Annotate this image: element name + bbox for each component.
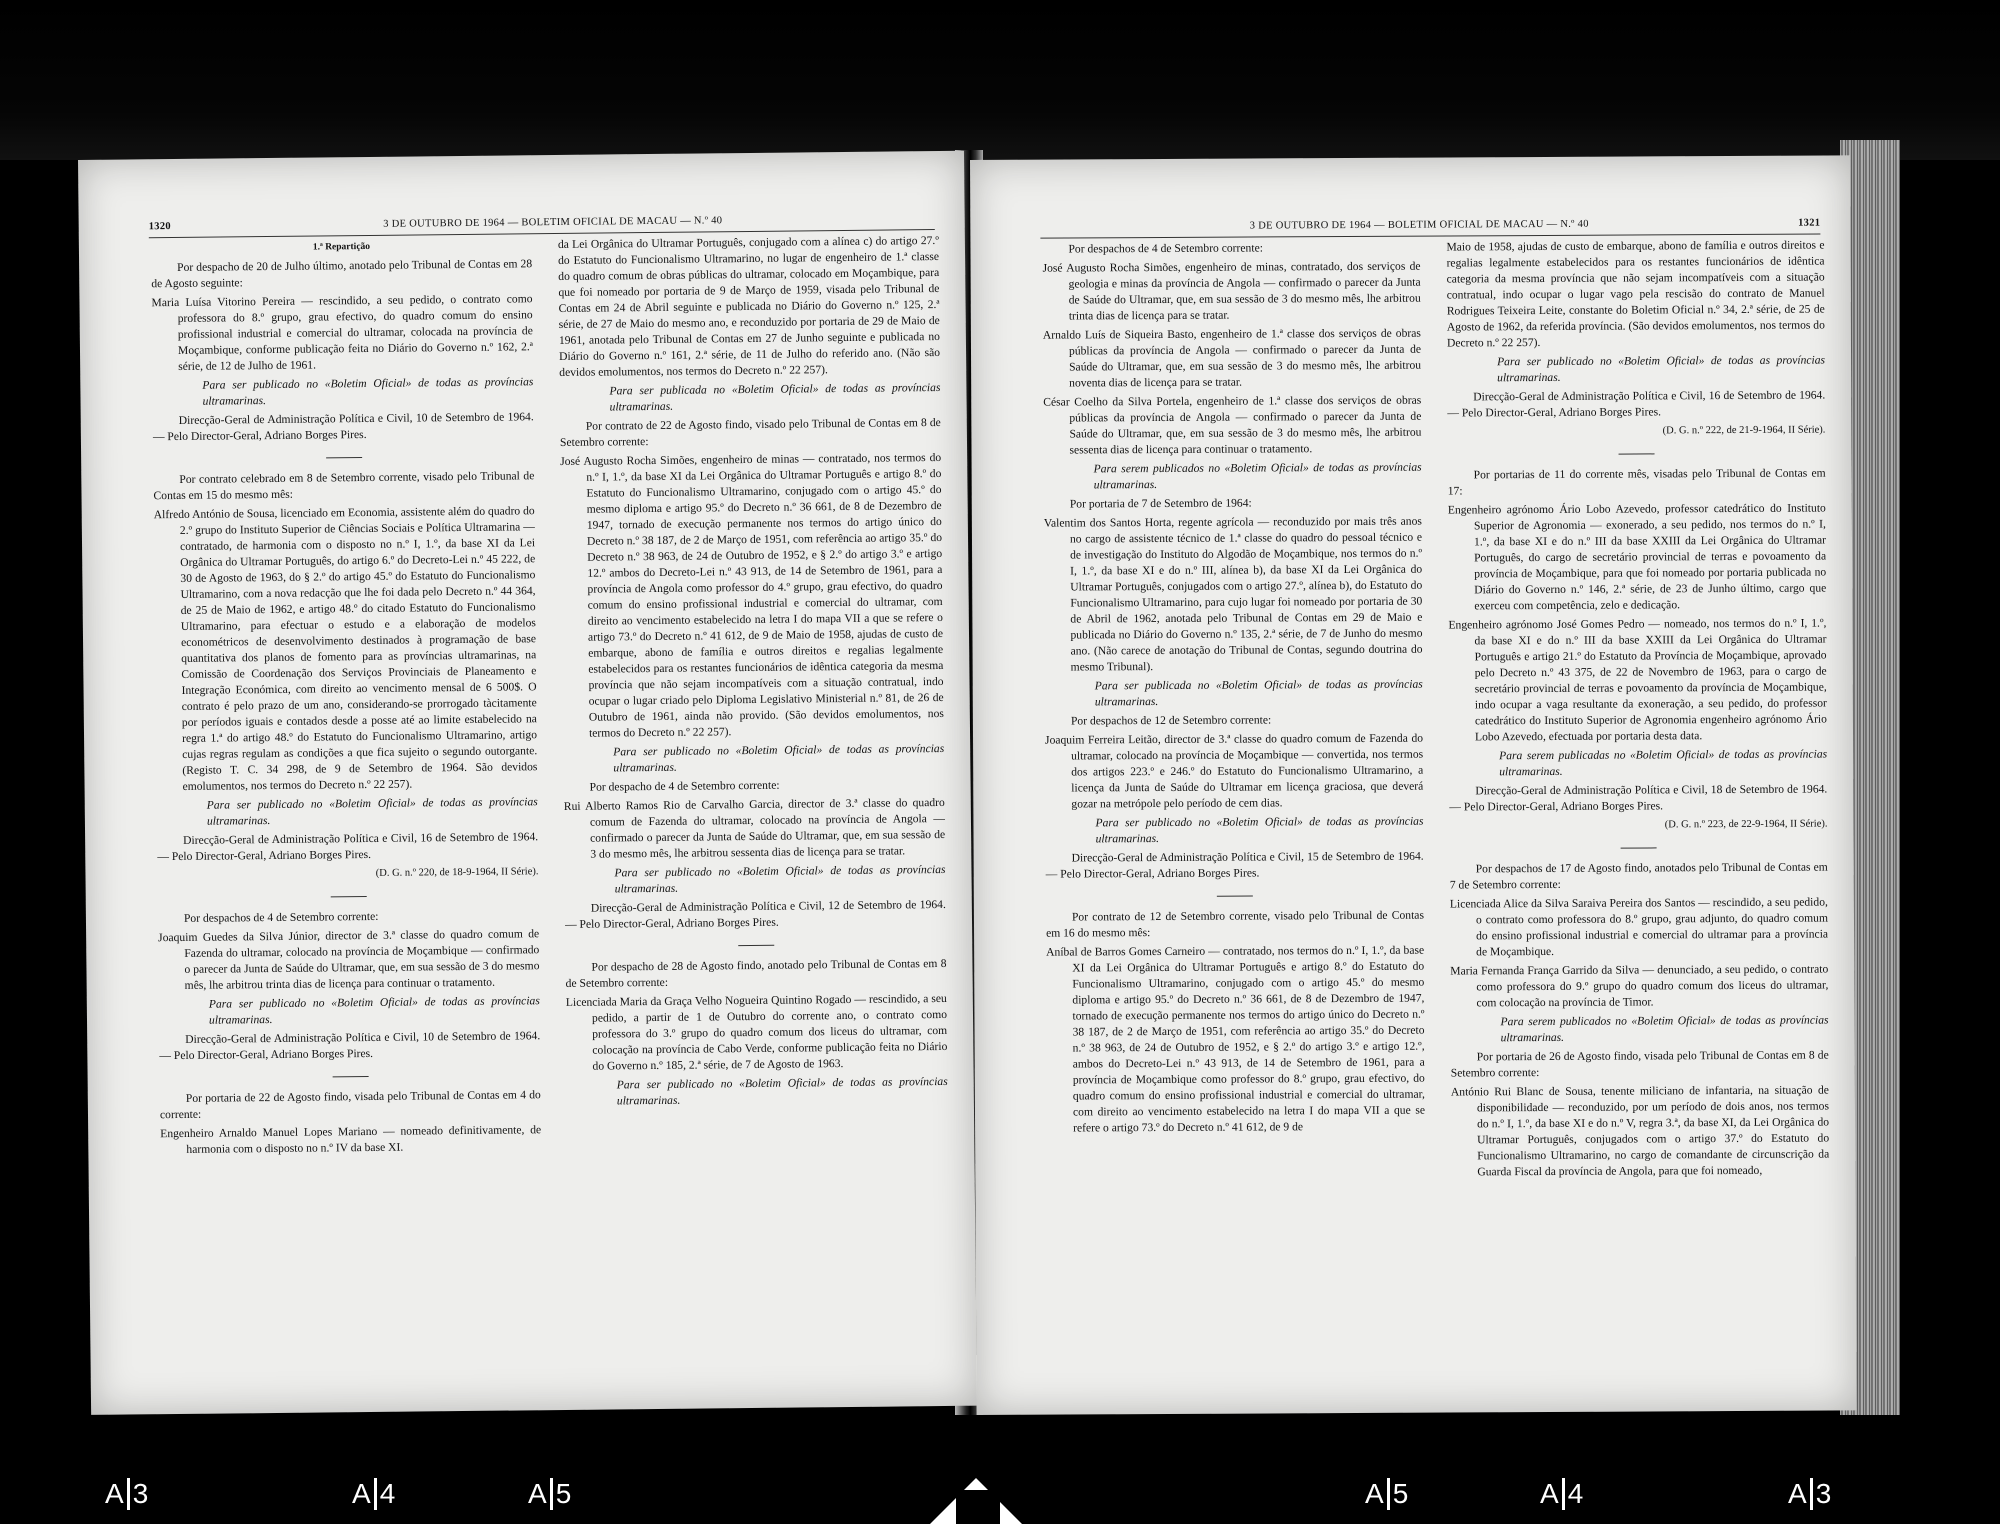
- publication-note: Para ser publicado no «Boletim Oficial» de todas as províncias ultramarinas.: [1095, 814, 1424, 846]
- section-separator: [738, 945, 774, 946]
- center-arrow-notch: [956, 1490, 1000, 1524]
- publication-note: Para ser publicado no «Boletim Oficial» de todas as províncias ultramarinas.: [206, 795, 538, 828]
- dispatch-entry: Engenheiro agrónomo Ário Lobo Azevedo, professor catedrático do Instituto Superior de Agronomia — exonerado, a seu pedido, nos termos do n.º I, 1.º, da base XI e do n.º III da base XXIII da Lei Orgânica do Ultramar Português, do cargo de secretário provincial de terras e povoamento da província de Moçambique, para que foi nomeado por portaria publicada no Diário do Governo n.º 146, 2.ª série, de 23 de Junho último, cargo que exerceu com competência, zelo e dedicação.: [1447, 501, 1827, 613]
- dispatch-intro: Por despacho de 20 de Julho último, anotado pelo Tribunal de Contas em 28 de Agosto seguinte:: [151, 257, 533, 291]
- directorate-signature: Direcção-Geral de Administração Política e Civil, 10 de Setembro de 1964. — Pelo Director-Geral, Adriano Borges Pires.: [159, 1029, 541, 1063]
- right-page-number: 1321: [1798, 217, 1821, 229]
- left-column-1: [151, 237, 542, 1161]
- section-heading: 1.ª Repartição: [312, 241, 371, 253]
- publication-note: Para serem publicados no «Boletim Oficial» de todas as províncias ultramarinas.: [1093, 460, 1422, 492]
- dispatch-entry: António Rui Blanc de Sousa, tenente miliciano de infantaria, na situação de disponibilidade — reconduzido, por um período de dois anos, nos termos do n.º I, 1.º, da base XI e do n.º V, regra 3.ª, da base XI, da Lei Orgânica do Ultramar Português, conjugados com o artigo 37.º do Estatuto do Funcionalismo Ultramarino, no cargo de comandante de circunscrição da Guarda Fiscal da província de Angola, para que foi nomeado,: [1450, 1083, 1830, 1179]
- scan-background-top: [0, 0, 2000, 160]
- section-separator: [1619, 453, 1655, 454]
- dispatch-entry: Engenheiro Arnaldo Manuel Lopes Mariano — nomeado definitivamente, de harmonia com o disposto no n.º IV da base XI.: [160, 1123, 542, 1156]
- directorate-signature: Direcção-Geral de Administração Política e Civil, 16 de Setembro de 1964. — Pelo Director-Geral, Adriano Borges Pires.: [157, 830, 539, 864]
- publication-note: Para ser publicado no «Boletim Oficial» de todas as províncias ultramarinas.: [616, 1074, 948, 1108]
- directorate-signature: Direcção-Geral de Administração Política e Civil, 15 de Setembro de 1964. — Pelo Director-Geral, Adriano Borges Pires.: [1045, 849, 1424, 881]
- dispatch-intro: Por despachos de 17 de Agosto findo, anotados pelo Tribunal de Contas em 7 de Setembro corrente:: [1449, 860, 1828, 892]
- directorate-signature: Direcção-Geral de Administração Política e Civil, 18 de Setembro de 1964. — Pelo Director-Geral, Adriano Borges Pires.: [1449, 782, 1828, 814]
- section-separator: [326, 457, 362, 458]
- dispatch-intro: Por contrato de 12 de Setembro corrente, visado pelo Tribunal de Contas em 16 do mesmo mês:: [1046, 908, 1424, 940]
- dispatch-entry: Maria Fernanda França Garrido da Silva — denunciado, a seu pedido, o contrato como professora do 9.º grupo do quadro comum dos liceus do ultramar, com colocação na província de Timor.: [1450, 962, 1829, 1010]
- publication-note: Para ser publicado no «Boletim Oficial» de todas as províncias ultramarinas.: [614, 862, 946, 896]
- dispatch-entry: Joaquim Guedes da Silva Júnior, director de 3.ª classe do quadro comum de Fazenda do ultramar, colocado na província de Moçambique — confirmado o parecer da Junta de Saúde do Ultramar, que, em sua sessão de 3 do mesmo mês, lhe arbitrou trinta dias de licença para continuar o tratamento.: [158, 927, 540, 992]
- dispatch-entry: José Augusto Rocha Simões, engenheiro de minas — contratado, nos termos do n.º I, 1.º, da base XI da Lei Orgânica do Ultramar Português e artigo 8.º do Estatuto do Funcionalismo Ultramarino, conjugado com o artigo 45.º do mesmo diploma e artigo 95.º do Decreto n.º 36 661, de 8 de Dezembro de 1947, tornado de execução permanente nos termos do artigo único do Decreto n.º 38 187, de 2 de Março de 1951, com referência ao artigo 35.º do Decreto n.º 38 963, de 24 de Outubro de 1952, e § 2.º do artigo 3.º e artigo 12.º ambos do Decreto-Lei n.º 43 913, de 14 de Setembro de 1961, para a província de Angola como professor do 4.º grupo, grau efectivo, do quadro comum do ensino profissional industrial e comercial do ultramar, com direito ao vencimento estabelecido na letra I do mapa VII a que se refere o artigo 73.º do Decreto n.º 41 612, de 9 de Maio de 1958, ajudas de custo de embarque, abono de família e outros direitos e regalias legalmente estabelecidos para os restantes funcionários de idêntica categoria da mesma província que não sejam incompatíveis com a situação contratual, indo ocupar o lugar criado pelo Diploma Legislativo Ministerial n.º 81, de 26 de Outubro de 1961, ainda não provido. (São devidos emolumentos, nos termos do Decreto n.º 22 257).: [560, 450, 944, 740]
- section-separator: [1621, 847, 1657, 848]
- film-mark: A 3: [105, 1478, 149, 1509]
- dispatch-entry: Alfredo António de Sousa, licenciado em Economia, assistente além do quadro do 2.º grupo do Instituto Superior de Ciências Sociais e Política Ultramarina — contratado, de harmonia com o disposto no n.º I, 1.º, da base XI da Lei Orgânica do Ultramar Português, do artigo 6.º do Decreto-Lei n.º 45 222, de 30 de Agosto de 1963, do § 2.º do artigo 45.º do Estatuto do Funcionalismo Ultramarino, com a nova redacção que lhe foi dada pelo Decreto n.º 44 364, de 25 de Maio de 1962, e artigo 48.º do citado Estatuto do Funcionalismo Ultramarino, para efectuar o estudo e a elaboração de modelos econométricos de desenvolvimento destinados à programação de base quantitativa dos planos de fomento para as províncias ultramarinas, na Comissão de Coordenação dos Serviços Provinciais de Planeamento e Integração Económica, com direito ao vencimento mensal de 6 500$. O contrato é pelo prazo de um ano, considerando-se prorrogado tàcitamente por períodos iguais e contados desde a posse até ao limite estabelecido na regra 1.ª do artigo 48.º do Estatuto do Funcionalismo Ultramarino, artigo cujas regras regulam as condições a que fica sujeito o segundo outorgante. (Registo T. C. 34 298, de 9 de Setembro de 1964. São devidos emolumentos, nos termos do Decreto n.º 22 257).: [153, 504, 538, 793]
- dispatch-intro: Por portaria de 22 de Agosto findo, visada pelo Tribunal de Contas em 4 do corrente:: [159, 1088, 541, 1122]
- continued-text: da Lei Orgânica do Ultramar Português, conjugado com a alínea c) do artigo 27.º do Estatuto do Funcionalismo Ultramarino, no lugar de engenheiro de 1.ª classe do quadro comum de obras públicas do ultramar, colocado em Moçambique, para que foi nomeado por portaria de 9 de Março de 1959, visada pelo Tribunal de Contas em 24 de Abril seguinte e publicada no Diário do Governo n.º 125, 2.ª série, de 27 de Maio do mesmo ano, e reconduzido por portaria de 29 de Maio de 1961, anotada pelo Tribunal de Contas em 27 de Junho seguinte e publicada no Diário do Governo n.º 161, 2.ª série, de 11 de Julho do referido ano. (Não são devidos emolumentos, nos termos do Decreto n.º 22 257).: [557, 233, 941, 379]
- publication-note: Para serem publicadas no «Boletim Oficial» de todas as províncias ultramarinas.: [1499, 747, 1828, 779]
- dispatch-intro: Por portaria de 7 de Setembro de 1964:: [1069, 496, 1252, 511]
- dispatch-intro: Por despachos de 4 de Setembro corrente:: [1068, 241, 1263, 256]
- dispatch-intro: Por contrato celebrado em 8 de Setembro corrente, visado pelo Tribunal de Contas em 15 do mesmo mês:: [153, 469, 535, 503]
- left-header-title: 3 DE OUTUBRO DE 1964 — BOLETIM OFICIAL DE MACAU — N.º 40: [383, 215, 723, 230]
- directorate-signature: Direcção-Geral de Administração Política e Civil, 16 de Setembro de 1964. — Pelo Director-Geral, Adriano Borges Pires.: [1447, 388, 1826, 420]
- dispatch-entry: Aníbal de Barros Gomes Carneiro — contratado, nos termos do n.º I, 1.º, da base XI da Lei Orgânica do Ultramar Português e artigo 8.º do Estatuto do Funcionalismo Ultramarino, conjugado com o artigo 45.º do mesmo diploma e artigo 95.º do Decreto n.º 36 661, de 8 de Dezembro de 1947, tornado de execução permanente nos termos do artigo único do Decreto n.º 38 187, de 2 de Março de 1951, com referência ao artigo 35.º do Decreto n.º 38 963, de 24 de Outubro de 1952, e § 2.º do artigo 3.º e artigo 12.º, ambos do Decreto-Lei n.º 43 913, de 14 de Setembro de 1961, para a província de Moçambique como professor do 8.º grupo, grau efectivo, do quadro comum do ensino profissional industrial e comercial do ultramar, com direito ao vencimento estabelecido na letra I do mapa VII a que se refere o artigo 73.º do Decreto n.º 41 612, de 9 de: [1046, 943, 1426, 1135]
- film-mark: A 3: [1788, 1478, 1832, 1509]
- dispatch-entry: Licenciada Maria da Graça Velho Nogueira Quintino Rogado — rescindido, a seu pedido, a partir de 1 de Outubro do corrente ano, o contrato como professora do 3.º grupo do quadro comum dos liceus do ultramar, com colocação na província de Cabo Verde, conforme publicação feita no Diário do Governo n.º 185, 2.ª série, de 7 de Agosto de 1963.: [565, 991, 948, 1073]
- dispatch-intro: Por portarias de 11 do corrente mês, visadas pelo Tribunal de Contas em 17:: [1447, 466, 1826, 498]
- dispatch-entry: Joaquim Ferreira Leitão, director de 3.ª classe do quadro comum de Fazenda do ultramar, colocado na província de Moçambique — convertida, nos termos dos artigos 223.º e 246.º do Estatuto do Funcionalismo Ultramarino, a licença da Junta de Saúde do Ultramar em licença graciosa, que deverá gozar na metrópole pelo período de cem dias.: [1045, 731, 1424, 811]
- dispatch-intro: Por contrato de 22 de Agosto findo, visado pelo Tribunal de Contas em 8 de Setembro corrente:: [559, 415, 941, 449]
- publication-note: Para ser publicado no «Boletim Oficial» de todas as províncias ultramarinas.: [1497, 353, 1826, 385]
- publication-note: Para serem publicados no «Boletim Oficial» de todas as províncias ultramarinas.: [1500, 1013, 1829, 1045]
- dispatch-entry: Licenciada Alice da Silva Saraiva Pereira dos Santos — rescindido, a seu pedido, o contrato como professora do 8.º grupo, grau adjunto, do quadro comum do ensino profissional industrial e comercial do ultramar para a província de Moçambique.: [1449, 895, 1829, 959]
- right-header-title: 3 DE OUTUBRO DE 1964 — BOLETIM OFICIAL DE MACAU — N.º 40: [1249, 218, 1589, 232]
- publication-note: Para ser publicada no «Boletim Oficial» de todas as províncias ultramarinas.: [609, 380, 941, 414]
- dispatch-intro: Por despacho de 4 de Setembro corrente:: [589, 778, 780, 794]
- film-mark: A 4: [1540, 1478, 1584, 1509]
- right-page-header: [1040, 218, 1820, 233]
- publication-note: Para ser publicado no «Boletim Oficial» de todas as províncias ultramarinas.: [202, 375, 534, 408]
- continued-text: Maio de 1958, ajudas de custo de embarque, abono de família e outros direitos e regalias legalmente estabelecidos para os restantes funcionários de idêntica categoria da mesma província que não sejam incompatíveis com a situação contratual, indo ocupar o lugar vago pela rescisão do contrato de Manuel Rodrigues Teixeira Leite, constante do Boletim Oficial n.º 34, 2.ª série, de 25 de Agosto de 1962, da referida província. (São devidos emolumentos, nos termos do Decreto n.º 22 257).: [1446, 238, 1825, 350]
- dispatch-intro: Por despachos de 12 de Setembro corrente:: [1070, 713, 1272, 728]
- dispatch-intro: Por portaria de 26 de Agosto findo, visada pelo Tribunal de Contas em 8 de Setembro corrente:: [1450, 1048, 1829, 1080]
- right-page: [970, 155, 1857, 1415]
- dispatch-intro: Por despacho de 28 de Agosto findo, anotado pelo Tribunal de Contas em 8 de Setembro corrente:: [565, 956, 947, 990]
- gazette-reference: (D. G. n.º 222, de 21-9-1964, II Série).: [1662, 424, 1826, 437]
- dispatch-entry: José Augusto Rocha Simões, engenheiro de minas, contratado, dos serviços de geologia e minas da província de Angola — confirmado o parecer da Junta de Saúde do Ultramar, que, em sua sessão de 3 do mesmo mês, lhe arbitrou trinta dias de licença para se tratar.: [1042, 259, 1421, 323]
- dispatch-entry: Valentim dos Santos Horta, regente agrícola — reconduzido por mais três anos no cargo de assistente técnico de 1.ª classe do quadro do pessoal técnico e de investigação do Instituto do Algodão de Moçambique, nos termos do n.º I, 1.º, da base XI e do n.º III, alínea b), da base XI da Lei Orgânica do Ultramar Português, conjugados com o artigo 27.º, alínea b), do Estatuto do Funcionalismo Ultramarino, para cujo lugar foi nomeado por portaria de 30 de Abril de 1962, anotada pelo Tribunal de Contas em 29 de Maio e publicada no Diário do Governo n.º 135, 2.ª série, de 7 de Junho do mesmo ano. (Não carece de anotação do Tribunal de Contas, segundo doutrina do mesmo Tribunal).: [1043, 514, 1423, 674]
- right-column-1: [1042, 240, 1425, 1186]
- dispatch-entry: César Coelho da Silva Portela, engenheiro de 1.ª classe dos serviços de obras públicas da província de Angola — confirmado o parecer da Junta de Saúde do Ultramar, que, em sua sessão de 3 do mesmo mês, lhe arbitrou sessenta dias de licença para continuar o tratamento.: [1043, 393, 1422, 457]
- right-column-2: [1446, 238, 1829, 1184]
- dispatch-entry: Rui Alberto Ramos Rio de Carvalho Garcia, director de 3.ª classe do quadro comum de Fazenda do ultramar, colocado na província de Angola — confirmado o parecer da Junta de Saúde do Ultramar, que, em sua sessão de 3 do mesmo mês, lhe arbitrou sessenta dias de licença para se tratar.: [563, 795, 946, 861]
- publication-note: Para ser publicado no «Boletim Oficial» de todas as províncias ultramarinas.: [613, 741, 945, 775]
- directorate-signature: Direcção-Geral de Administração Política e Civil, 12 de Setembro de 1964. — Pelo Director-Geral, Adriano Borges Pires.: [564, 897, 946, 931]
- dispatch-entry: Maria Luísa Vitorino Pereira — rescindido, a seu pedido, o contrato como professora do 8.º grupo, grau efectivo, do quadro comum do ensino profissional industrial e comercial do ultramar, colocada na província de Moçambique, conforme publicação feita no Diário do Governo n.º 162, 2.ª série, de 12 de Julho de 1961.: [151, 292, 534, 373]
- directorate-signature: Direcção-Geral de Administração Política e Civil, 10 de Setembro de 1964. — Pelo Director-Geral, Adriano Borges Pires.: [152, 410, 534, 444]
- left-page: [78, 151, 977, 1415]
- film-mark: A 4: [352, 1478, 396, 1509]
- publication-note: Para ser publicada no «Boletim Oficial» de todas as províncias ultramarinas.: [1094, 677, 1423, 709]
- left-column-2: [558, 233, 949, 1157]
- section-separator: [1217, 896, 1253, 897]
- dispatch-entry: Engenheiro agrónomo José Gomes Pedro — nomeado, nos termos do n.º I, 1.º, da base XI e do n.º III da base XXIII da Lei Orgânica do Ultramar Português e artigo 21.º do Estatuto da Província de Moçambique, aprovado pelo Decreto n.º 43 375, de 22 de Novembro de 1963, para o cargo de secretário provincial de terras e povoamento da província de Moçambique, indo ocupar a vaga resultante da exoneração, a seu pedido, do professor catedrático do Instituto Superior de Agronomia engenheiro agrónomo Ário Lobo Azevedo, efectuada por portaria desta data.: [1448, 616, 1827, 744]
- section-separator: [330, 896, 366, 897]
- publication-note: Para ser publicado no «Boletim Oficial» de todas as províncias ultramarinas.: [208, 994, 540, 1027]
- left-page-header: [149, 213, 935, 232]
- film-mark: A 5: [528, 1478, 572, 1509]
- dispatch-intro: Por despachos de 4 de Setembro corrente:: [183, 909, 379, 925]
- section-separator: [332, 1076, 368, 1077]
- film-mark: A 5: [1365, 1478, 1409, 1509]
- left-page-number: 1320: [148, 221, 171, 233]
- gazette-reference: (D. G. n.º 223, de 22-9-1964, II Série).: [1664, 818, 1828, 831]
- gazette-reference: (D. G. n.º 220, de 18-9-1964, II Série).: [375, 866, 539, 879]
- dispatch-entry: Arnaldo Luís de Siqueira Basto, engenheiro de 1.ª classe dos serviços de obras públicas da província de Angola — confirmado o parecer da Junta de Saúde do Ultramar, que, em sua sessão de 3 do mesmo mês, lhe arbitrou noventa dias de licença para se tratar.: [1042, 326, 1422, 390]
